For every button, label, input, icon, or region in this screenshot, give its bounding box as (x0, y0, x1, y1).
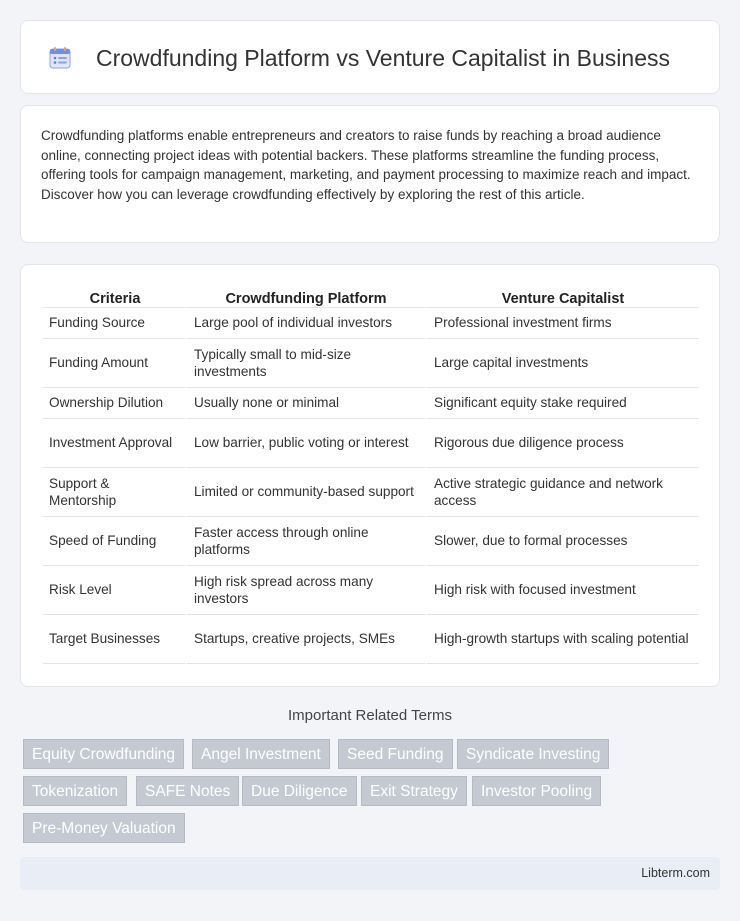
tag-tokenization[interactable]: Tokenization (23, 776, 127, 806)
tag-investor-pooling[interactable]: Investor Pooling (472, 776, 601, 806)
related-terms-title: Important Related Terms (288, 707, 452, 724)
table-cell: Rigorous due diligence process (425, 419, 699, 468)
table-cell: Support & Mentorship (43, 468, 185, 517)
tag-pre-money-valuation[interactable]: Pre-Money Valuation (23, 813, 185, 843)
table-cell: Limited or community-based support (185, 468, 425, 517)
table-cell: Large pool of individual investors (185, 308, 425, 339)
table-row (43, 339, 699, 388)
table-cell: Risk Level (43, 566, 185, 615)
tag-syndicate-investing[interactable]: Syndicate Investing (457, 739, 609, 769)
table-row (43, 615, 699, 664)
header-venture-capitalist: Venture Capitalist (425, 285, 699, 308)
header-crowdfunding: Crowdfunding Platform (185, 285, 425, 308)
tag-angel-investment[interactable]: Angel Investment (192, 739, 330, 769)
footer (20, 857, 720, 890)
footer-brand-link[interactable]: Libterm.com (641, 866, 710, 880)
table-cell: Large capital investments (425, 339, 699, 388)
intro-text: Crowdfunding platforms enable entrepreneurs and creators to raise funds by reaching a broad audience online, connecting project ideas with potential backers. These platforms streamline the funding process, offering tools for campaign management, marketing, and payment processing to maximize reach and impact. Discover how you can leverage crowdfunding effectively by exploring the rest of this article. (41, 128, 691, 202)
header-criteria: Criteria (43, 285, 185, 308)
page-title: Crowdfunding Platform vs Venture Capitalist in Business (96, 45, 671, 71)
table-cell: Active strategic guidance and network access (425, 468, 699, 517)
table-row (43, 566, 699, 615)
table-cell: High risk spread across many investors (185, 566, 425, 615)
tag-exit-strategy[interactable]: Exit Strategy (361, 776, 467, 806)
table-cell: Low barrier, public voting or interest (185, 419, 425, 468)
table-cell: High risk with focused investment (425, 566, 699, 615)
tag-due-diligence[interactable]: Due Diligence (242, 776, 357, 806)
table-cell: Startups, creative projects, SMEs (185, 615, 425, 664)
table-cell: Investment Approval (43, 419, 185, 468)
table-cell: Professional investment firms (425, 308, 699, 339)
tag-seed-funding[interactable]: Seed Funding (338, 739, 453, 769)
table-cell: Slower, due to formal processes (425, 517, 699, 566)
table-row (43, 468, 699, 517)
comparison-table-card (20, 264, 720, 687)
table-row (43, 517, 699, 566)
table-cell: Speed of Funding (43, 517, 185, 566)
comparison-table (43, 285, 699, 664)
document-list-icon (47, 45, 73, 71)
tag-safe-notes[interactable]: SAFE Notes (136, 776, 239, 806)
table-cell: Funding Source (43, 308, 185, 339)
intro-card (20, 105, 720, 243)
table-cell: Faster access through online platforms (185, 517, 425, 566)
header-card (20, 20, 720, 94)
table-cell: Typically small to mid-size investments (185, 339, 425, 388)
table-cell: High-growth startups with scaling potential (425, 615, 699, 664)
tag-equity-crowdfunding[interactable]: Equity Crowdfunding (23, 739, 184, 769)
table-cell: Ownership Dilution (43, 388, 185, 419)
table-header-row (43, 285, 699, 308)
table-row (43, 308, 699, 339)
table-cell: Target Businesses (43, 615, 185, 664)
table-cell: Funding Amount (43, 339, 185, 388)
table-cell: Usually none or minimal (185, 388, 425, 419)
table-row (43, 388, 699, 419)
table-cell: Significant equity stake required (425, 388, 699, 419)
table-row (43, 419, 699, 468)
